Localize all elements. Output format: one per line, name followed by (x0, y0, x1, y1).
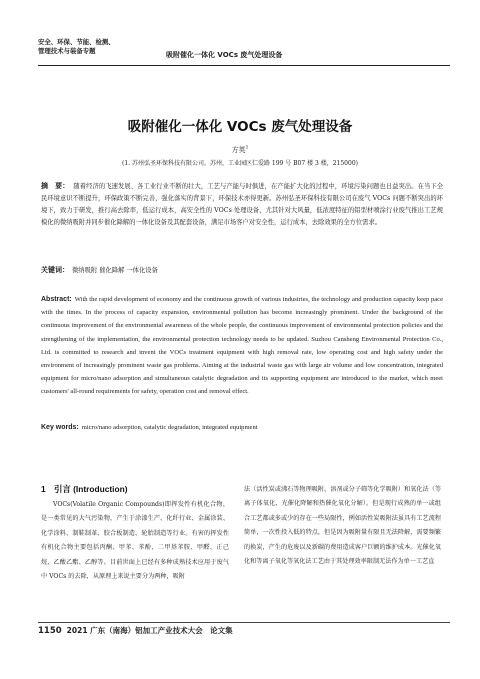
keywords-english (41, 424, 443, 431)
journal-line-2: 管理技术与装备专题 (38, 46, 96, 55)
header-divider (38, 65, 450, 66)
running-title: 吸附催化一体化 VOCs 废气处理设备 (166, 51, 283, 59)
paper-title: 吸附催化一体化 VOCs 废气处理设备 (127, 119, 353, 135)
abstract-english (41, 293, 443, 399)
abstract-en-label: Abstract: (41, 296, 72, 303)
body-column-left: VOCs(Volatile Organic Compounds)即挥发性有机化合物，是一类常见的大气污染物，产生于涂漆生产、化纤行业、金属涂装、化学涂料、制鞋制革、胶合板制造、轮胎制造等行业。有害的挥发性有机化合物主要包括丙酮、甲苯、苯酚、二甲基苯胺、甲醛、正己烷、乙酸乙酯、乙醇等。目前世面上已经有多种成熟技术应用于废气中 VOCs 的去除，从原理上来说主要分为两种，吸附 (41, 501, 229, 581)
abstract-cn-text: 随着经济的飞速发展、各工业行业不断的壮大，工艺与产能与时俱进，在产能扩大化的过程中，环境污染问题也日益突出。在当下全民环境意识不断提升，环保政策不断完善，强化落实的背景下，环保技术亦得更新。苏州弘圣环保科技有限公司在废气 VOCs 问题不断突出的环境下，致力于研发，推行高去除率，低运行成本，高安全性的 VOCs 处理设备，尤其针对大风量，低浓度特征的铝型材喷涂行业废气推出工艺规模化的微纳吸附并同步催化降解的一体化设备及其配套设备，满足市场客户对安全性，运行成本，去除效果的全方位需求。 (41, 183, 444, 226)
abstract-cn-label: 摘 要： (41, 182, 70, 190)
footer-divider (38, 622, 450, 623)
section-heading-introduction: 1 引言 (Introduction) (41, 484, 128, 494)
author-superscript: 1 (245, 145, 249, 151)
abstract-en-text: With the rapid development of economy and the continuous growth of various industries, the technology and production capacity keep pace with the times. In the process of capacity expansion, environmental pollution has become increasingly prominent. Under the background of the continuous improvement of the environmental awareness of the whole people, the continuous improvement of environmental protection policies and the strengthening of the implementation, the environmental protection technology needs to be updated. Suzhou Cansheng Environmental Protection Co., Ltd. is committed to research and invent the VOCs treatment equipment with high removal rate, low operating cost and high safety under the environment of increasingly prominent waste gas problems. Aiming at the industrial waste gas with large air volume and low concentration, integrated equipment for micro/nano adsorption and simultaneous catalytic degradation and its supporting equipment are introduced to the market, which meet customers' all-round requirements for safety, operation cost and removal effect. (41, 296, 443, 396)
abstract-chinese (41, 180, 443, 229)
journal-section-label (38, 38, 115, 55)
running-header (38, 38, 450, 64)
keywords-en-label: Key words: (41, 424, 79, 431)
keywords-en-text: micro/nano adsorption, catalytic degradation, integrated equipment (81, 424, 258, 431)
conference-name: 2021 广东（南海）铝加工产业技术大会 论文集 (66, 626, 233, 635)
affiliation: (1. 苏州弘圣环保科技有限公司，苏州，工业园区仁爱路 199 号 B07 楼 3 楼，215000) (122, 160, 358, 167)
body-column-right: 法（活性炭或沸石等物理吸附、溶剂或分子筛等化学吸附）和氧化法（等离子体氧化、光催化降解和热催化氧化分解）。但是现行成熟的单一或组合工艺都或多或少的存在一些局限性，例如活性炭吸附法虽具有工艺流程简单，一次性投入低的特点，但是因为吸附量有限且无法降解，需要频繁的换炭，产生的危废以及新碳的费用造成客户巨额的维护成本。光催化氧化和等离子氧化等氧化法工艺由于其处理效率限制无法作为单一工艺直 (244, 486, 441, 566)
journal-line-1: 安全、环保、节能、检测、 (38, 38, 115, 46)
keywords-cn-text: 微纳吸附 催化降解 一体化设备 (72, 267, 158, 274)
keywords-cn-label: 关键词： (41, 266, 69, 274)
keywords-chinese (41, 265, 443, 275)
page-footer (38, 625, 233, 636)
author-line (0, 145, 480, 155)
page-number: 1150 (38, 626, 62, 636)
author-name: 方英 (231, 146, 246, 154)
